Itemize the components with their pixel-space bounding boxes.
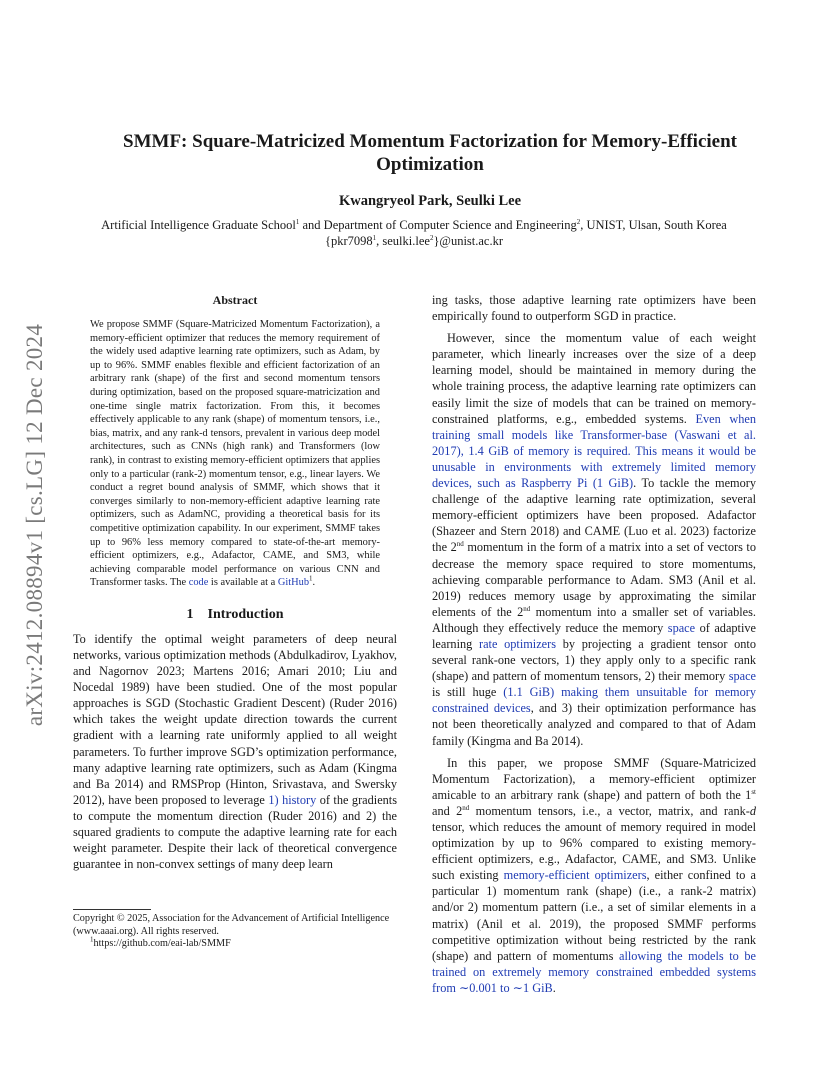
text-run: momentum into a smaller set of variables. Although they effectively reduce the memory <box>432 604 756 635</box>
text-run: , either confined to a particular 1) momentum rank (shape) (i.e., a rank-2 matrix) and/or 2) momentum pattern (i.e., a set of similar elements in a matrix) (Anil et al. 2019), the proposed SMMF performs competitive optimization without being restricted by the rank (shape) and pattern of momentums <box>432 868 756 963</box>
footnote-divider <box>73 909 151 910</box>
memory-requirement-link[interactable]: Even when training small models like Transformer-base (Vaswani et al. 2017), 1.4 GiB of memory is required. This means it would be unusable in environments with extremely limited memory devices, such as Raspberry Pi (1 GiB) <box>432 411 756 491</box>
superscript: nd <box>523 604 531 613</box>
history-link[interactable]: 1) history <box>268 792 317 807</box>
paper-title: SMMF: Square-Matricized Momentum Factorization for Memory-Efficient Optimization <box>123 131 737 175</box>
text-run: . To tackle the memory challenge of the adaptive learning rate optimization, several memory-efficient optimizers have been proposed. Adafactor (Shazeer and Stern 2018) and CAME (Luo et al. 2023) factorize the 2 <box>432 476 756 555</box>
text-run: and 2 <box>432 803 463 818</box>
right-column <box>432 292 756 996</box>
arxiv-identifier-margin <box>20 290 50 760</box>
superscript: nd <box>456 540 464 549</box>
space-link[interactable]: space <box>667 620 696 635</box>
embedded-systems-link[interactable]: allowing the models to be trained on extremely memory constrained embedded systems from ∼0.001 to ∼1 GiB <box>432 948 757 995</box>
github-link[interactable]: GitHub <box>277 577 310 589</box>
email-line: {pkr7098$^1$, seulki.lee$^2$}@unist.ac.kr <box>324 233 504 248</box>
superscript: st <box>751 787 756 796</box>
code-link[interactable]: code <box>188 577 209 589</box>
text-run: momentum in the form of a matrix into a set of vectors to decrease the memory space required to store momentums, achieving comparable performance to Adam. SM3 (Anil et al. 2019) reduces memory usage by approximating the similar elements of the 2 <box>432 540 756 619</box>
copyright-notice: Copyright © 2025, Association for the Advancement of Artificial Intelligence (www.aaai.org). All rights reserved. <box>73 913 390 937</box>
section-heading-introduction: 1 Introduction <box>186 606 284 622</box>
memory-efficient-optimizers-link[interactable]: memory-efficient optimizers <box>503 868 647 883</box>
intro-paragraph-2 <box>432 330 756 748</box>
text-run: tensor, which reduces the amount of memory required in model optimization by up to 96% compared to existing memory-efficient optimizers, e.g., Adafactor, CAME, and SM3. Unlike such existing <box>432 820 756 883</box>
text-run: is still huge <box>432 685 504 700</box>
space-link-2[interactable]: space <box>728 669 756 684</box>
text-run: , and 3) their optimization performance has not been theoretically analyzed and compared to that of Adam family (Kingma and Ba 2014). <box>432 701 756 748</box>
math-variable: d <box>749 803 756 818</box>
text-run: However, since the momentum value of each weight parameter, which linearly increases over the size of a deep learning model, should be maintained in memory during the whole training process, the adaptive learning rate optimizers can easily limit the size of models that can be trained on memory-constrained platforms, e.g., embedded systems. <box>432 331 756 426</box>
superscript: nd <box>462 803 470 812</box>
affiliation-block <box>60 217 768 249</box>
right-column-flow <box>432 292 756 996</box>
intro-paragraph-1: To identify the optimal weight parameters of deep neural networks, various optimization methods (Abdulkadirov, Lyakhov, and Nagornov 2023; Martens 2016; Amari 2010; Liu and Nocedal 1989) have been studied. One of the most popular approaches is SGD (Stochastic Gradient Descent) (Ruder 2016) which takes the weight update direction towards the current gradient with a learning rate uniformly applied to all weight parameters. To further improve SGD’s optimization performance, many adaptive learning rate optimizers, such as Adam (Kingma and Ba 2014) and RMSProp (Hinton, Srivastava, and Swersky 2012), have been proposed to leverage 1) history of the gradients to compute the momentum direction (Ruder 2016) and 2) the squared gradients to compute the adaptive learning rate for each weight parameter. Despite their lack of theoretical convergence guarantee in non-convex settings of many deep learn <box>73 631 398 872</box>
intro-paragraph-1-continued <box>432 292 756 324</box>
text-run: . <box>552 980 556 995</box>
text-run: ing tasks, those adaptive learning rate optimizers have been empirically found to outperform SGD in practice. <box>432 293 756 324</box>
abstract-text: We propose SMMF (Square-Matricized Momentum Factorization), a memory-efficient optimizer that reduces the memory requirement of the widely used adaptive learning rate optimizers, such as Adam, by up to 96%. SMMF enables flexible and efficient factorization of an arbitrary rank (shape) of the first and second momentum tensors during optimization, based on the proposed square-matricization and one-time single matrix factorization. From this, it becomes effectively applicable to any rank (shape) of momentum tensors, i.e., bias, matrix, and any rank-d tensors, prevalent in various deep model architectures, such as CNNs (high rank) and Transformers (low rank), in contrast to existing memory-efficient optimizers that applies only to a particular (rank-2) momentum tensor, e.g., linear layers. We conduct a regret bound analysis of SMMF, which shows that it converges similarly to non-memory-efficient adaptive learning rate optimizers, such as AdamNC, providing a theoretical basis for its competitive optimization capability. In our experiment, SMMF takes up to 96% less memory compared to state-of-the-art memory-efficient optimizers, e.g., Adafactor, CAME, and SM3, while achieving comparable model performance on various CNN and Transformer tasks. The code is available at a GitHub$^1$. <box>90 319 380 589</box>
footnote-url[interactable]: https://github.com/eai-lab/SMMF <box>93 938 231 950</box>
text-run: of adaptive learning <box>432 620 757 651</box>
text-run: In this paper, we propose SMMF (Square-Matricized Momentum Factorization), a memory-efficient optimizer amicable to an arbitrary rank (shape) and pattern of both the 1 <box>432 755 756 802</box>
arxiv-id: arXiv:2412.08894v1 [cs.LG] 12 Dec 2024 <box>22 323 47 727</box>
footnotes <box>73 909 397 951</box>
text-run: by projecting a gradient tensor onto several rank-one vectors, 1) they apply only to a specific rank (shape) and pattern of momentum tensors, 2) their memory <box>432 636 756 684</box>
rate-optimizers-link[interactable]: rate optimizers <box>478 636 557 651</box>
affiliation-line: Artificial Intelligence Graduate School$^1$ and Department of Computer Science and Engineering$^2$, UNIST, Ulsan, South Korea <box>101 217 727 232</box>
author-list: Kwangryeol Park, Seulki Lee <box>338 193 522 209</box>
footnote-1: $^1$https://github.com/eai-lab/SMMF <box>90 935 231 950</box>
intro-paragraph-3 <box>432 755 756 996</box>
left-column <box>73 293 397 872</box>
abstract-heading: Abstract <box>212 293 258 307</box>
memory-size-link[interactable]: (1.1 GiB) making them unsuitable for memory constrained devices <box>432 685 757 716</box>
text-run: momentum tensors, i.e., a vector, matrix, and rank- <box>469 803 750 818</box>
